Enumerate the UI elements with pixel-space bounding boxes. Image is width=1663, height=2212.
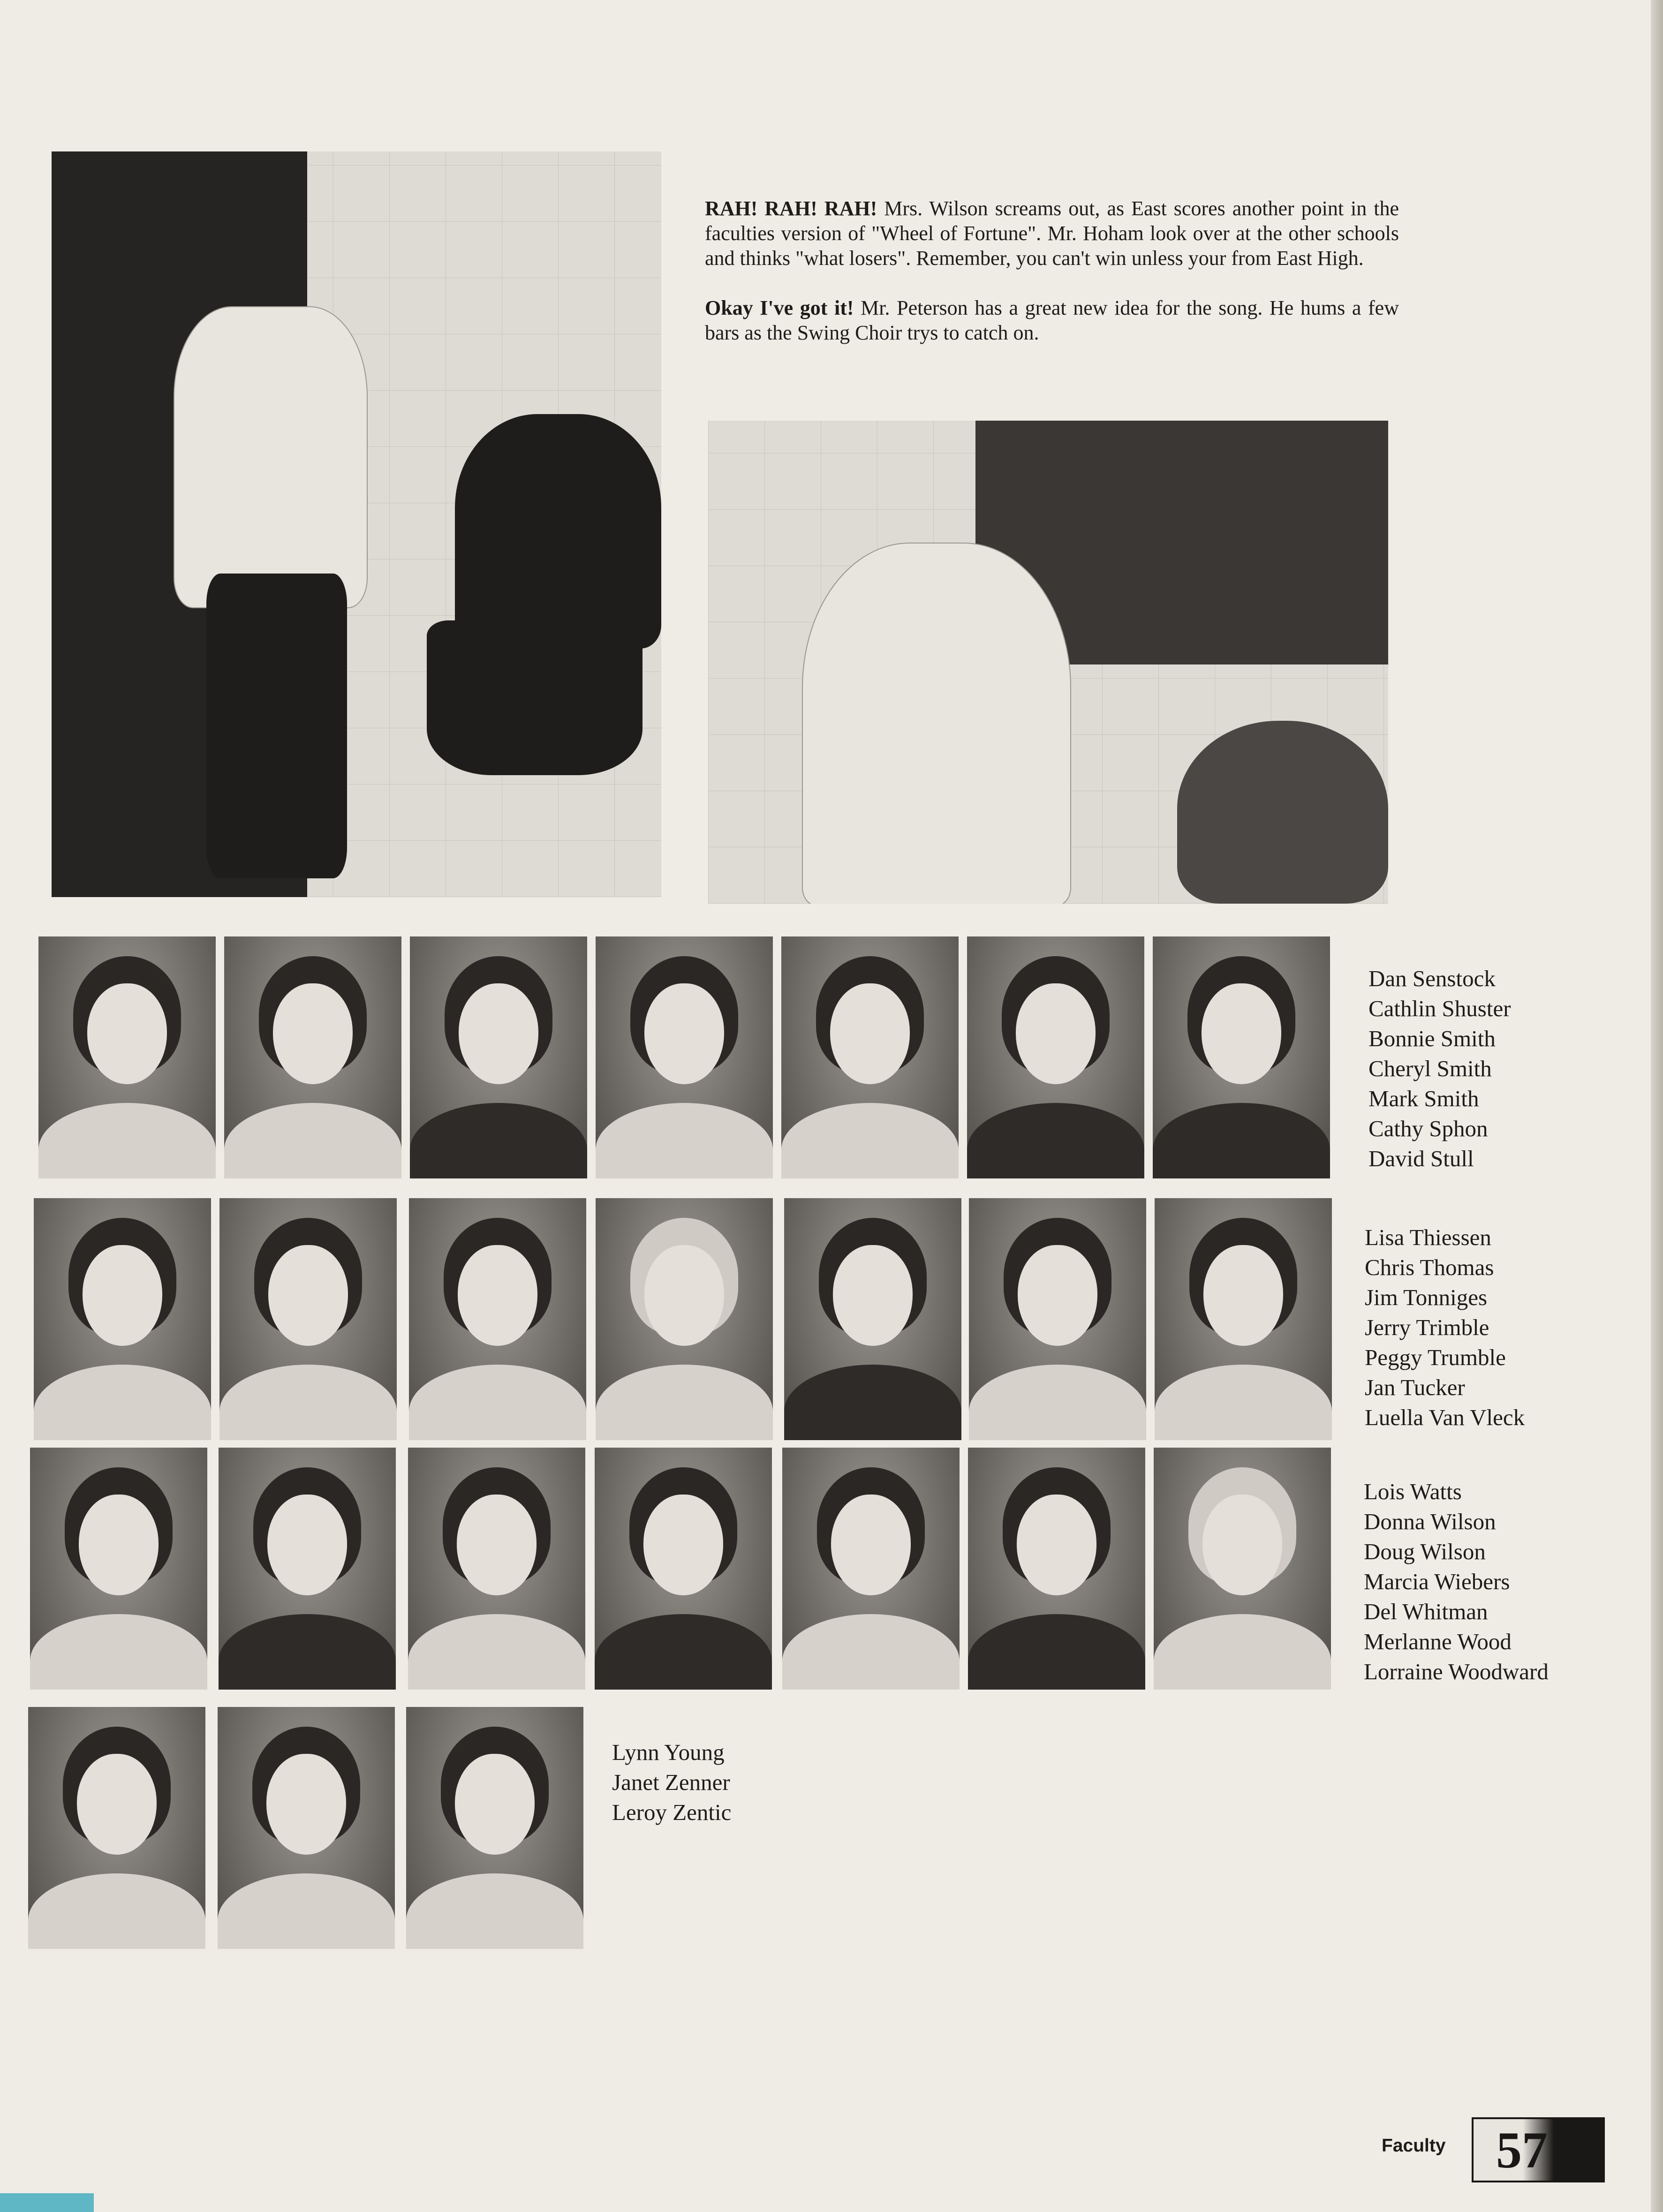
faculty-name: Lisa Thiessen (1365, 1224, 1491, 1250)
faculty-name: Peggy Trumble (1365, 1344, 1506, 1370)
caption-text: Mr. Peterson has a great new idea for the song. He hums a few bars as the Swing Choir trys to catch on. (705, 296, 1399, 344)
caption-text: Mrs. Wilson screams out, as East scores another point in the faculties version of "Wheel of Fortune". Mr. Hoham look over at the other schools and thinks "what losers". Remember, you can't win unless your from East High. (705, 197, 1399, 270)
page-edge (1651, 0, 1663, 2212)
faculty-name: Dan Senstock (1368, 966, 1496, 991)
faculty-name: Lois Watts (1364, 1479, 1462, 1504)
portrait-marcia-wiebers (595, 1448, 772, 1690)
section-label: Faculty (1382, 2136, 1446, 2156)
photo-cheerleader (52, 151, 661, 897)
portrait-jan-tucker (969, 1198, 1146, 1440)
faculty-name: Cathy Sphon (1368, 1116, 1488, 1141)
portrait-lois-watts (30, 1448, 207, 1690)
faculty-name: Janet Zenner (612, 1769, 730, 1795)
faculty-name: Luella Van Vleck (1365, 1404, 1525, 1430)
faculty-name: Del Whitman (1364, 1599, 1488, 1624)
portrait-cathy-sphon (967, 936, 1144, 1178)
faculty-name: Cathlin Shuster (1368, 996, 1511, 1021)
name-list-row-2 (1365, 1223, 1525, 1433)
faculty-name: Marcia Wiebers (1364, 1569, 1510, 1594)
faculty-name: Jim Tonniges (1365, 1284, 1488, 1310)
portrait-luella-van-vleck (1155, 1198, 1332, 1440)
faculty-name: Bonnie Smith (1368, 1026, 1496, 1051)
caption-lead: Okay I've got it! (705, 296, 854, 319)
caption-lead: RAH! RAH! RAH! (705, 197, 877, 220)
faculty-name: Cheryl Smith (1368, 1056, 1492, 1081)
caption-swing-choir (705, 295, 1399, 345)
page-number-box (1472, 2117, 1605, 2182)
faculty-name: Jan Tucker (1365, 1374, 1465, 1400)
scan-edge-strip (0, 2193, 94, 2212)
photo-swing-choir (708, 421, 1388, 904)
portrait-jerry-trimble (596, 1198, 773, 1440)
caption-block (705, 196, 1399, 370)
portrait-merlanne-wood (968, 1448, 1145, 1690)
portrait-david-stull (1153, 936, 1330, 1178)
portrait-lorraine-woodward (1154, 1448, 1331, 1690)
portrait-dan-senstock (38, 936, 216, 1178)
name-list-row-4 (612, 1737, 731, 1827)
faculty-name: David Stull (1368, 1146, 1474, 1171)
page-number: 57 (1496, 2121, 1548, 2179)
faculty-name: Merlanne Wood (1364, 1629, 1512, 1654)
caption-wheel-of-fortune (705, 196, 1399, 271)
faculty-name: Doug Wilson (1364, 1539, 1486, 1564)
portrait-janet-zenner (218, 1707, 395, 1949)
name-list-row-3 (1364, 1477, 1549, 1687)
portrait-peggy-trumble (784, 1198, 961, 1440)
portrait-donna-wilson (219, 1448, 396, 1690)
faculty-name: Donna Wilson (1364, 1509, 1496, 1534)
portrait-chris-thomas (219, 1198, 397, 1440)
faculty-name: Jerry Trimble (1365, 1314, 1489, 1340)
name-list-row-1 (1368, 964, 1511, 1174)
portrait-cheryl-smith (596, 936, 773, 1178)
portrait-lisa-thiessen (34, 1198, 211, 1440)
faculty-name: Leroy Zentic (612, 1799, 732, 1825)
portrait-lynn-young (28, 1707, 205, 1949)
portrait-leroy-zentic (406, 1707, 583, 1949)
portrait-del-whitman (782, 1448, 960, 1690)
portrait-cathlin-shuster (224, 936, 401, 1178)
faculty-name: Lorraine Woodward (1364, 1659, 1549, 1684)
portrait-jim-tonniges (409, 1198, 586, 1440)
faculty-name: Lynn Young (612, 1739, 725, 1765)
portrait-doug-wilson (408, 1448, 585, 1690)
portrait-mark-smith (781, 936, 959, 1178)
portrait-bonnie-smith (410, 936, 587, 1178)
faculty-name: Chris Thomas (1365, 1254, 1494, 1280)
faculty-name: Mark Smith (1368, 1086, 1479, 1111)
